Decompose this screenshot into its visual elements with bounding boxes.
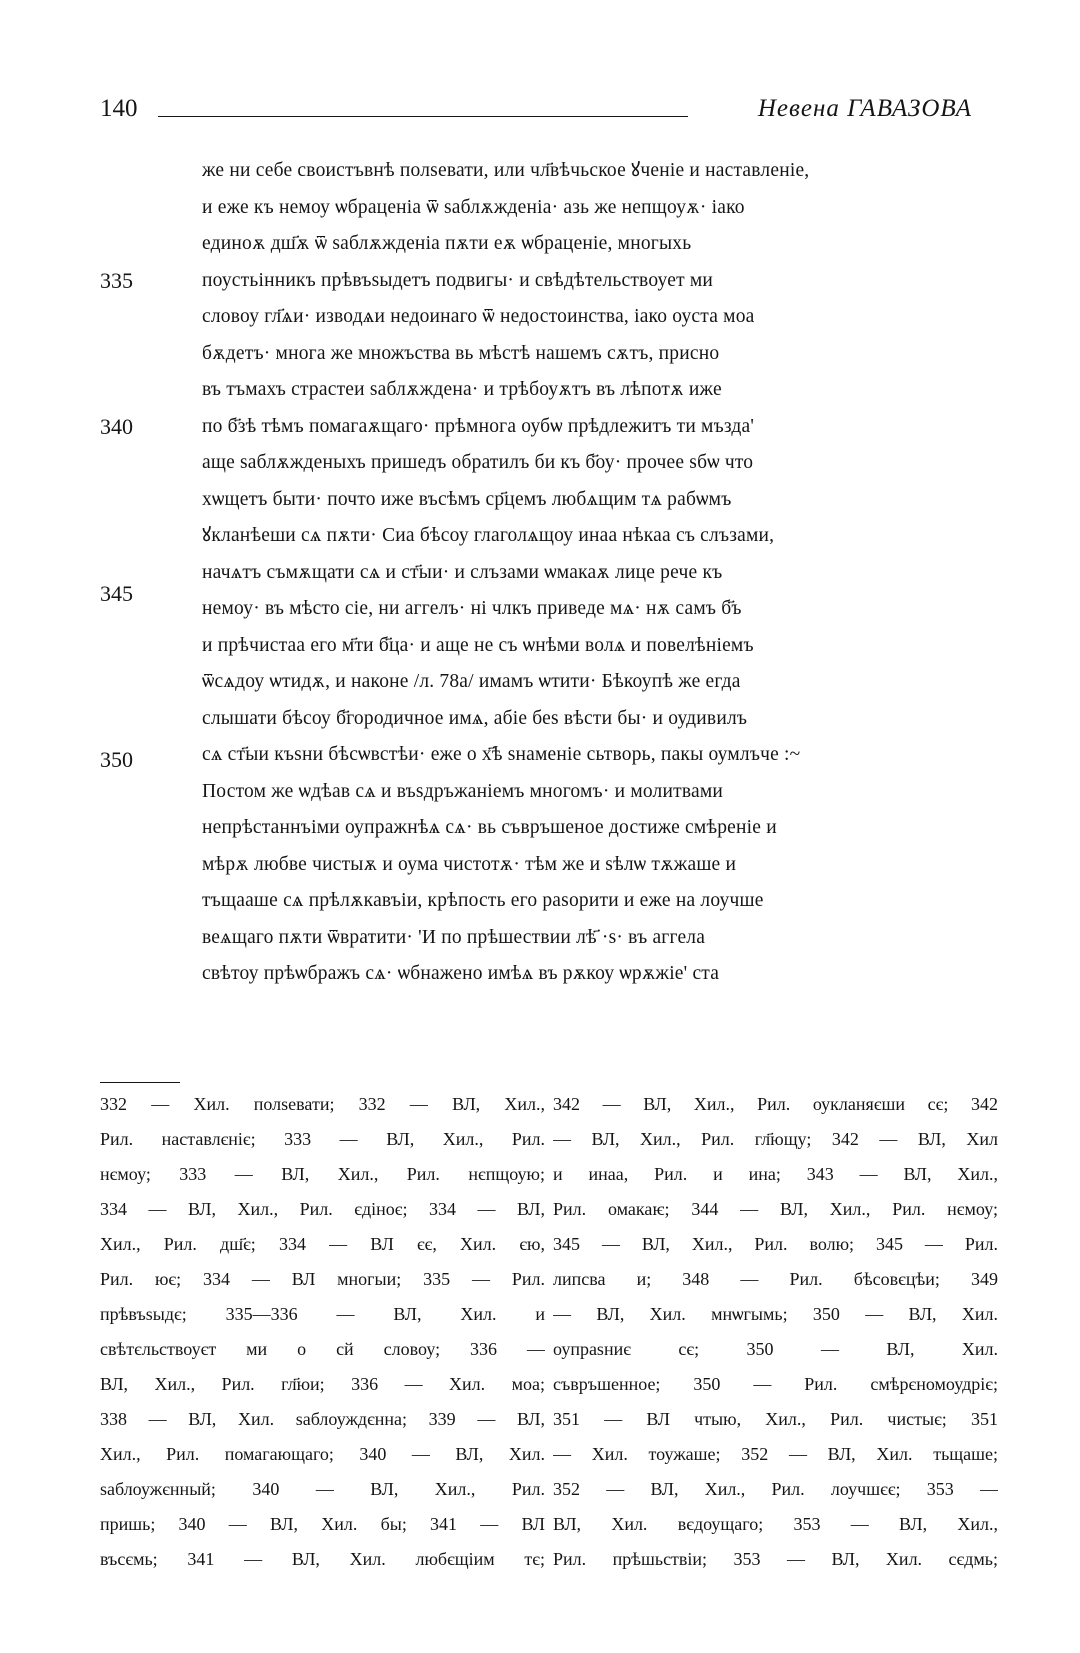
- footnote-line: Рил. ює; 334 — ВЛ многыи; 335 — Рил.: [100, 1269, 545, 1289]
- text-line: начѧтъ съмѫщати сѧ и ст҃ыи· и слъзами ѡмакаѫ лице рече къ: [202, 561, 723, 583]
- footnote-line: 345 — ВЛ, Хил., Рил. волю; 345 — Рил.: [553, 1234, 998, 1254]
- text-line: свѣтоу прѣѡбражъ сѧ· ѡбнажено имѣѧ въ рѫкоу ѡрѫжіе' ста: [202, 963, 720, 984]
- footnote-line: — ВЛ, Хил. мнѡгымь; 350 — ВЛ, Хил.: [553, 1304, 998, 1324]
- line-number: 335: [100, 268, 133, 293]
- text-line: слышати бѣсоу б҃городичное имѧ, абіе беѕ вѣсти бы· и оудивилъ: [202, 707, 748, 729]
- text-line: и еже къ немоу ѡбраценіа ѿ ѕаблѫжденіа· азь же непщоуѫ· іако: [202, 196, 745, 218]
- text-line: же ни себе своистъвнѣ полѕевати, или чл҃вѣчьское ꙋченіе и наставленіе,: [202, 160, 810, 181]
- footnote-line: 351 — ВЛ чтыю, Хил., Рил. чистыє; 351: [553, 1409, 998, 1429]
- footnote-line: липсва и; 348 — Рил. бѣсовєцѣи; 349: [553, 1269, 998, 1289]
- footnote-line: Хил., Рил. дш҃є; 334 — ВЛ єє, Хил. єю,: [100, 1234, 545, 1254]
- text-line: въ тъмахъ страстеи ѕаблѫждена· и трѣбоуѫтъ въ лѣпотѫ иже: [202, 379, 722, 400]
- line-number: 350: [100, 747, 133, 772]
- footnote-line: 334 — ВЛ, Хил., Рил. єдінοє; 334 — ВЛ,: [100, 1199, 545, 1219]
- text-line: Постом же ѡдѣав сѧ и въѕдръжаніемъ многомъ· и молитвами: [202, 780, 724, 802]
- line-number: 345: [100, 581, 133, 606]
- text-line: непрѣстаннъіми оупражнѣѧ сѧ· вь съвръшеное достиже смѣреніе и: [202, 817, 777, 838]
- footnote-line: Рил. наставлєніє; 333 — ВЛ, Хил., Рил.: [100, 1129, 545, 1149]
- footnote-line: нємоу; 333 — ВЛ, Хил., Рил. нєпщоую;: [100, 1164, 545, 1184]
- text-line: поустьінникъ прѣвъѕыдетъ подвигы· и свѣдѣтельствоует ми: [202, 269, 714, 291]
- footnote-line: Рил. прѣшьствіи; 353 — ВЛ, Хил. сєдмь;: [553, 1549, 998, 1569]
- footnote-line: — ВЛ, Хил., Рил. гл҃ющу; 342 — ВЛ, Хил: [553, 1129, 998, 1149]
- text-line: сѧ ст҃ыи къѕни бѣсѡвстѣи· еже о х҃ѣ ѕнаменіе сьтворь, пакы оумлъче :~: [202, 744, 801, 765]
- text-line: единоѫ дш҃ѫ ѿ ѕаблѫжденіа пѫти еѫ ѡбраценіе, многыхь: [202, 233, 692, 254]
- text-line: по б҃зѣ тѣмъ помагаѫщаго· прѣмнога оубѡ прѣдлежитъ ти мъзда': [202, 415, 755, 437]
- footnote-line: ѕаблоужєнный; 340 — ВЛ, Хил., Рил.: [100, 1479, 545, 1499]
- page-number: 140: [100, 95, 138, 122]
- main-text: [202, 153, 977, 993]
- text-line: бѫдетъ· многа же множъства вь мѣстѣ нашемъ сѫтъ, присно: [202, 342, 720, 364]
- footnote-line: ВЛ, Хил., Рил. гл҃юи; 336 — Хил. моа;: [100, 1374, 545, 1394]
- footnote-line: прѣвъѕыдє; 335—336 — ВЛ, Хил. и: [100, 1304, 545, 1324]
- text-line: тъщааше сѧ прѣлѫкавъіи, крѣпость его раѕорити и еже на лоучше: [202, 890, 764, 911]
- footnote-line: оупраѕниє сє; 350 — ВЛ, Хил.: [553, 1339, 998, 1359]
- footnote-line: въсємь; 341 — ВЛ, Хил. любєщіим тє;: [100, 1549, 545, 1569]
- footnote-line: 342 — ВЛ, Хил., Рил. оукланяєши сє; 342: [553, 1094, 998, 1114]
- line-number: 340: [100, 414, 133, 439]
- footnote-line: Хил., Рил. помагающаго; 340 — ВЛ, Хил.: [100, 1444, 545, 1464]
- footnote-rule: [100, 1082, 180, 1083]
- footnote-line: Рил. омакаѥ; 344 — ВЛ, Хил., Рил. нємоу;: [553, 1199, 998, 1219]
- footnote-line: — Хил. тоужаше; 352 — ВЛ, Хил. тьщаше;: [553, 1444, 998, 1464]
- footnote-line: свѣтєльствоуєт ми о сй словоу; 336 —: [100, 1339, 545, 1359]
- footnote-line: 352 — ВЛ, Хил., Рил. лоучшєє; 353 —: [553, 1479, 998, 1499]
- footnote-line: ВЛ, Хил. вєдоущаго; 353 — ВЛ, Хил.,: [553, 1514, 998, 1534]
- footnote-line: 332 — Хил. полѕевати; 332 — ВЛ, Хил.,: [100, 1094, 545, 1114]
- text-line: и прѣчистаа его м҃ти б҃ца· и аще не съ ѡнѣми волѧ и повелѣніемъ: [202, 634, 754, 656]
- text-line: веѧщаго пѫти ѿвратити· 'И по прѣшествии лѣ҃ ·ѕ· въ аггела: [202, 926, 706, 948]
- running-head-author: Невена ГАВАЗОВА: [757, 95, 972, 122]
- footnotes-right-column: [553, 1087, 998, 1577]
- footnote-line: 338 — ВЛ, Хил. ѕаблоуждєнна; 339 — ВЛ,: [100, 1409, 545, 1429]
- footnote-line: пришь; 340 — ВЛ, Хил. бы; 341 — ВЛ: [100, 1514, 545, 1534]
- text-line: словоу гл҃ѧи· изводѧи недоинаго ѿ недостоинства, іако оуста моа: [202, 306, 755, 327]
- footnote-line: съвръшенное; 350 — Рил. смѣрєномоудріє;: [553, 1374, 998, 1394]
- footnote-line: и инаа, Рил. и ина; 343 — ВЛ, Хил.,: [553, 1164, 998, 1184]
- text-line: мѣрѫ любве чистыѫ и оума чистотѫ· тѣм же и ѕѣлѡ тѫжаше и: [202, 853, 737, 875]
- text-line: немоу· въ мѣсто сіе, ни аггелъ· ні члкъ приведе мѧ· нѫ самъ б҃ъ: [202, 598, 742, 619]
- text-line: ꙋкланѣеши сѧ пѫти· Сиа бѣсоу глаголѧщоу инаа нѣкаа съ слъзами,: [202, 525, 775, 546]
- footnotes-left-column: [100, 1087, 545, 1577]
- text-line: ѿсѧдоу ѡтидѫ, и наконе /л. 78а/ имамъ ѡтити· Бѣкоупѣ же егда: [202, 671, 741, 692]
- text-line: хѡщетъ быти· почто иже въсѣмъ ср҃цемъ любѧщим тѧ рабѡмъ: [202, 488, 732, 510]
- text-line: аще ѕаблѫжденыхъ пришедъ обратилъ би къ б҃оу· прочее ѕбѡ что: [202, 452, 754, 473]
- header-rule: [158, 116, 688, 117]
